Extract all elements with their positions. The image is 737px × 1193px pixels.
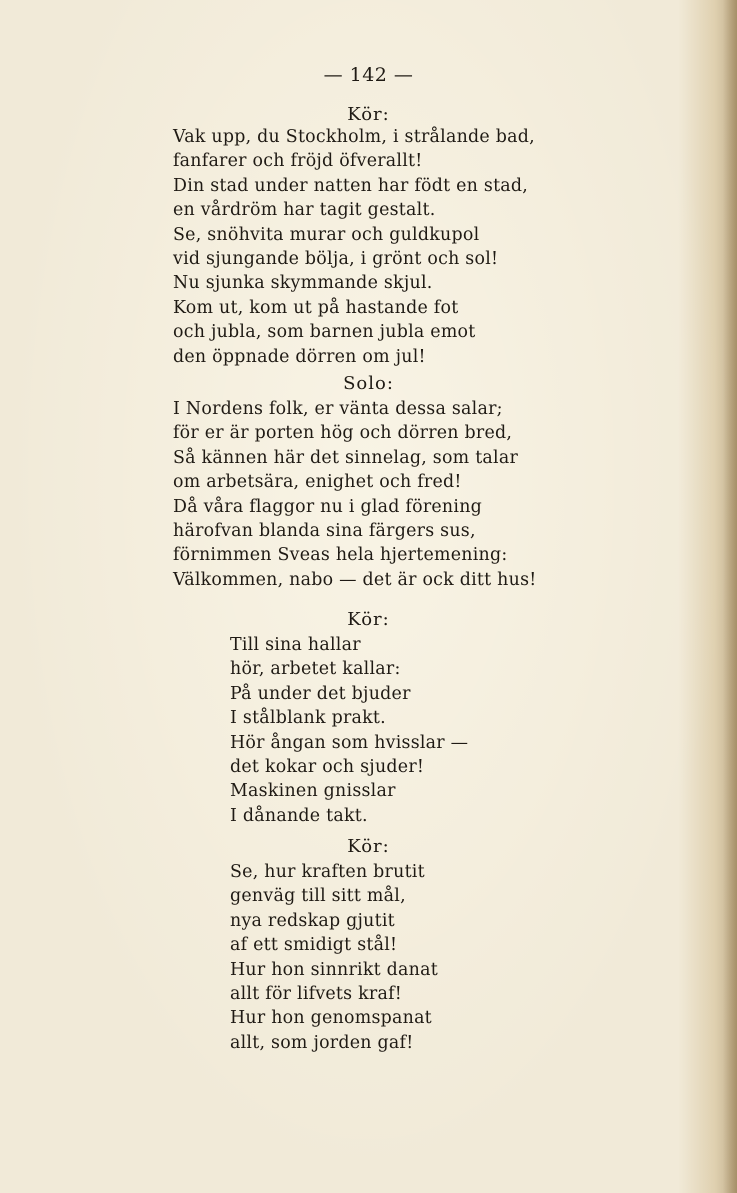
- verse-line: hör, arbetet kallar:: [230, 659, 401, 680]
- stanza-chorus-2: [230, 633, 468, 828]
- verse-line: Då våra flaggor nu i glad förening: [173, 496, 483, 517]
- verse-line: I stålblank prakt.: [230, 708, 386, 729]
- section-heading-chorus-2: Kör:: [347, 609, 390, 630]
- verse-line: af ett smidigt stål!: [230, 935, 398, 956]
- verse-line: vid sjungande bölja, i grönt och sol!: [173, 249, 499, 270]
- verse-line: Hur hon genomspanat: [230, 1008, 432, 1029]
- verse-line: Se, hur kraften brutit: [230, 862, 425, 882]
- verse-line: I dånande takt.: [230, 805, 368, 826]
- verse-line: härofvan blanda sina färgers sus,: [173, 521, 476, 542]
- verse-line: den öppnade dörren om jul!: [173, 346, 426, 367]
- stanza-solo: [173, 397, 537, 592]
- stanza-chorus-3: [230, 860, 438, 1055]
- verse-line: en vårdröm har tagit gestalt.: [173, 200, 436, 221]
- section-heading-chorus-3: Kör:: [347, 836, 390, 857]
- verse-line: för er är porten hög och dörren bred,: [173, 423, 513, 444]
- section-heading-solo: Solo:: [343, 373, 394, 394]
- verse-line: Se, snöhvita murar och guldkupol: [173, 224, 480, 245]
- section-heading-chorus-1: Kör:: [347, 104, 390, 125]
- verse-line: genväg till sitt mål,: [230, 886, 406, 907]
- page-edge-shadow: [723, 0, 737, 1193]
- verse-line: Vak upp, du Stockholm, i strålande bad,: [173, 127, 535, 147]
- page-number: — 142 —: [323, 64, 414, 86]
- verse-line: Hör ångan som hvisslar —: [230, 732, 469, 753]
- verse-line: Hur hon sinnrikt danat: [230, 959, 438, 980]
- stanza-chorus-1: [173, 125, 535, 369]
- verse-line: Till sina hallar: [230, 635, 361, 655]
- verse-line: Kom ut, kom ut på hastande fot: [173, 297, 459, 318]
- verse-line: Maskinen gnisslar: [230, 781, 396, 802]
- verse-line: I Nordens folk, er vänta dessa salar;: [173, 399, 503, 419]
- verse-line: och jubla, som barnen jubla emot: [173, 322, 476, 343]
- verse-line: Din stad under natten har födt en stad,: [173, 175, 529, 196]
- verse-line: det kokar och sjuder!: [230, 757, 425, 778]
- verse-line: På under det bjuder: [230, 683, 411, 704]
- verse-line: allt för lifvets kraf!: [230, 984, 403, 1005]
- verse-line: fanfarer och fröjd öfverallt!: [173, 151, 423, 172]
- verse-line: allt, som jorden gaf!: [230, 1032, 414, 1053]
- verse-line: förnimmen Sveas hela hjertemening:: [173, 545, 508, 566]
- verse-line: Så kännen här det sinnelag, som talar: [173, 447, 519, 468]
- verse-line: nya redskap gjutit: [230, 910, 395, 931]
- verse-line: Nu sjunka skymmande skjul.: [173, 273, 433, 294]
- verse-line: om arbetsära, enighet och fred!: [173, 472, 462, 493]
- verse-line: Välkommen, nabo — det är ock ditt hus!: [173, 569, 537, 590]
